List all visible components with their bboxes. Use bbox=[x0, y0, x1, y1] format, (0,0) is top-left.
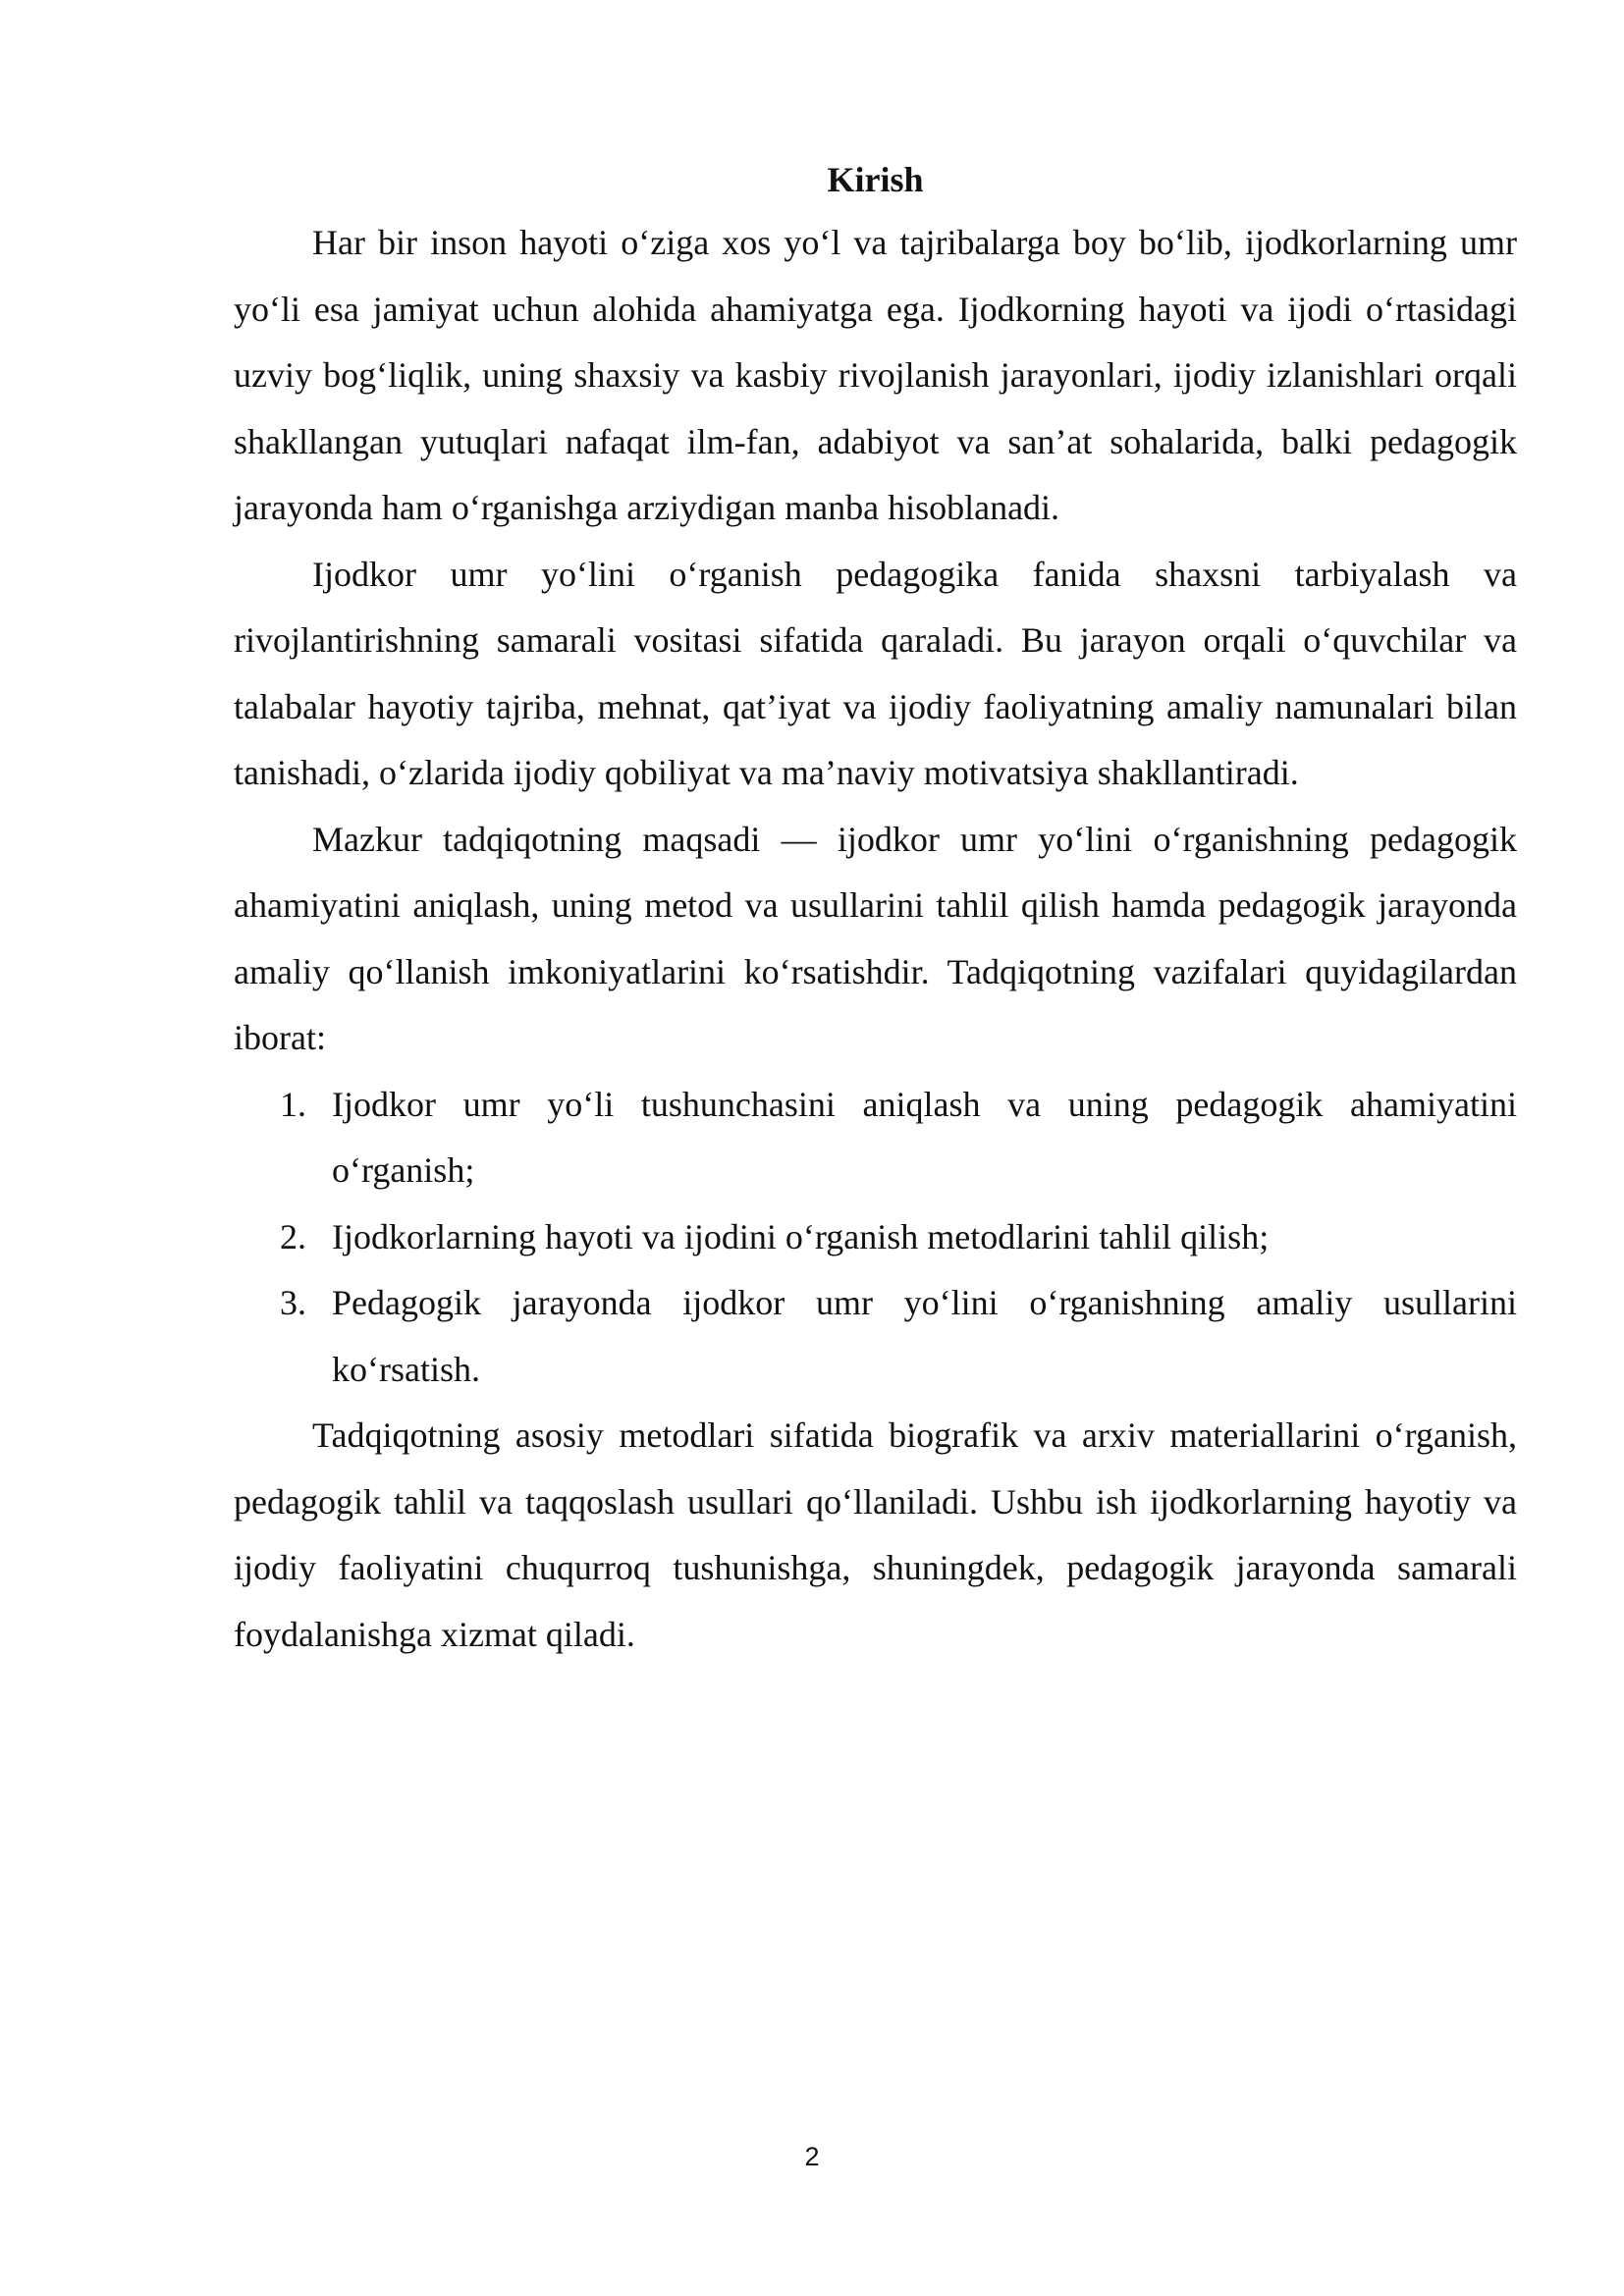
section-title: Kirish bbox=[827, 160, 924, 199]
list-item bbox=[280, 1204, 1517, 1271]
list-item-text: Ijodkor umr yo‘li tushunchasini aniqlash va uning pedagogik ahamiyatini o‘rganish; bbox=[332, 1084, 1517, 1190]
list-item-text: Ijodkorlarning hayoti va ijodini o‘rganish metodlarini tahlil qilish; bbox=[332, 1216, 1270, 1256]
list-item bbox=[280, 1072, 1517, 1204]
paragraph-intro: Har bir inson hayoti o‘ziga xos yo‘l va tajribalarga boy bo‘lib, ijodkorlarning umr yo‘li esa jamiyat uchun alohida ahamiyatga ega. Ijodkorning hayoti va ijodi o‘rtasidagi uzviy bog‘liqlik, uning shaxsiy va kasbiy rivojlanish jarayonlari, ijodiy izlanishlari orqali shakllangan yutuqlari nafaqat ilm-fan, adabiyot va san’at sohalarida, balki pedagogik jarayonda ham o‘rganishga arziydigan manba hisoblanadi. bbox=[234, 223, 1517, 527]
list-item-number: 3. bbox=[280, 1283, 306, 1322]
page-content bbox=[234, 149, 1517, 1668]
paragraph-methods: Tadqiqotning asosiy metodlari sifatida biografik va arxiv materiallarini o‘rganish, pedagogik tahlil va taqqoslash usullari qo‘llaniladi. Ushbu ish ijodkorlarning hayotiy va ijodiy faoliyatini chuqurroq tushunishga, shuningdek, pedagogik jarayonda samarali foydalanishga xizmat qiladi. bbox=[234, 1415, 1517, 1654]
paragraph-study: Ijodkor umr yo‘lini o‘rganish pedagogika fanida shaxsni tarbiyalash va rivojlantirishning samarali vositasi sifatida qaraladi. Bu jarayon orqali o‘quvchilar va talabalar hayotiy tajriba, mehnat, qat’iyat va ijodiy faoliyatning amaliy namunalari bilan tanishadi, o‘zlarida ijodiy qobiliyat va ma’naviy motivatsiya shakllantiradi. bbox=[234, 554, 1517, 792]
list-item-number: 1. bbox=[280, 1084, 306, 1124]
paragraph-aim: Mazkur tadqiqotning maqsadi — ijodkor umr yo‘lini o‘rganishning pedagogik ahamiyatini aniqlash, uning metod va usullarini tahlil qilish hamda pedagogik jarayonda amaliy qo‘llanish imkoniyatlarini ko‘rsatishdir. Tadqiqotning vazifalari quyidagilardan iborat: bbox=[234, 819, 1517, 1057]
list-item bbox=[280, 1270, 1517, 1403]
list-item-number: 2. bbox=[280, 1216, 306, 1256]
task-list bbox=[234, 1072, 1517, 1404]
list-item-text: Pedagogik jarayonda ijodkor umr yo‘lini o‘rganishning amaliy usullarini ko‘rsatish. bbox=[332, 1283, 1517, 1389]
page-number: 2 bbox=[804, 2142, 820, 2171]
